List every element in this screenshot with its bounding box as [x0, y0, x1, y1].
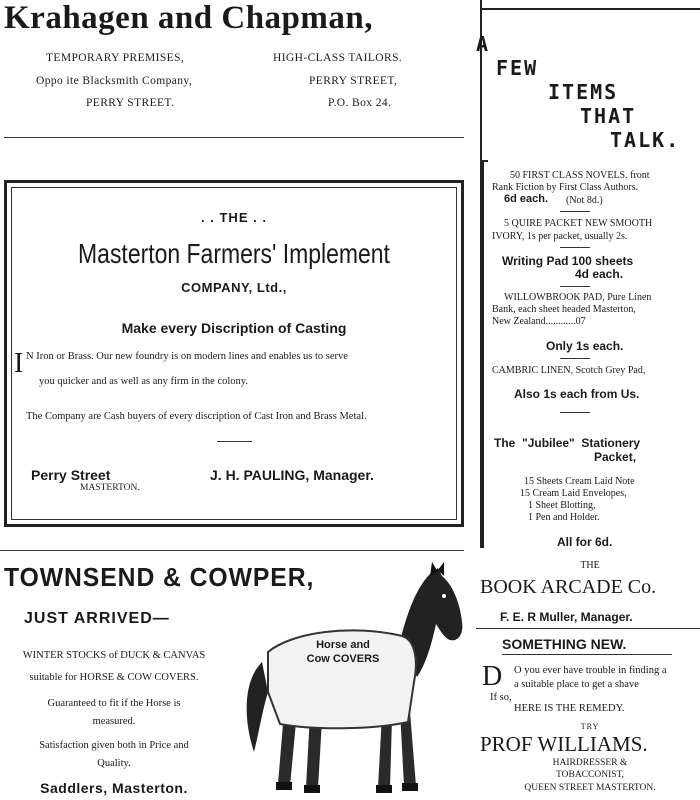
williams-line-1: O you ever have trouble in finding a: [514, 665, 667, 676]
townsend-line-1: WINTER STOCKS of DUCK & CANVAS: [22, 650, 206, 661]
williams-drop-cap: D: [482, 661, 503, 692]
jubilee-line-1: The "Jubilee" Stationery: [494, 436, 641, 450]
williams-heading: SOMETHING NEW.: [502, 636, 627, 652]
right-top-rule: [480, 8, 700, 10]
williams-heading-rule: [502, 654, 672, 655]
townsend-footer: Saddlers, Masterton.: [40, 780, 188, 796]
masterton-town: MASTERTON.: [80, 483, 140, 493]
jubilee-item-3: 1 Sheet Blotting,: [528, 500, 596, 511]
few-items-a: A: [476, 32, 491, 56]
items-divider-2: [560, 247, 590, 248]
krahagen-right-line-3: P.O. Box 24.: [328, 97, 392, 109]
masterton-make: Make every Discription of Casting: [121, 320, 347, 336]
williams-line-2: a suitable place to get a shave: [514, 679, 639, 690]
krahagen-right-line-1: HIGH-CLASS TAILORS.: [273, 52, 403, 64]
horse-icon: [232, 562, 464, 798]
townsend-title: TOWNSEND & COWPER,: [4, 562, 315, 592]
williams-line-3: If so,: [490, 692, 512, 703]
jubilee-item-1: 15 Sheets Cream Laid Note: [524, 476, 635, 487]
williams-name: PROF WILLIAMS.: [480, 732, 648, 756]
masterton-title: Masterton Farmers' Implement: [78, 238, 390, 269]
book-arcade-rule: [476, 628, 700, 629]
masterton-drop-cap: I: [14, 348, 24, 379]
masterton-divider: [217, 441, 252, 442]
cambric-line: CAMBRIC LINEN, Scotch Grey Pad,: [492, 365, 646, 376]
few-items-few: FEW: [496, 56, 539, 80]
items-divider-5: [560, 412, 590, 413]
quire-line-1: 5 QUIRE PACKET NEW SMOOTH: [504, 218, 653, 229]
book-arcade-title: BOOK ARCADE Co.: [480, 576, 657, 598]
quire-line-2: IVORY, 1s per packet, usually 2s.: [492, 231, 628, 242]
few-items-side-bar: [480, 160, 484, 548]
jubilee-line-2: Packet,: [594, 450, 637, 464]
willowbrook-line-2: Bank, each sheet headed Masterton,: [492, 304, 636, 315]
masterton-the: . . THE . .: [201, 210, 267, 225]
willowbrook-line-3: New Zealand............07: [492, 316, 586, 327]
townsend-just-arrived: JUST ARRIVED—: [24, 610, 170, 627]
novels-price: 6d each.: [504, 193, 549, 205]
townsend-line-5: Satisfaction given both in Price and: [39, 740, 189, 751]
townsend-line-4: measured.: [92, 716, 136, 727]
items-divider-3: [560, 286, 590, 287]
willowbrook-line-1: WILLOWBROOK PAD, Pure Linen: [504, 292, 652, 303]
horse-blanket-text: Horse and Cow COVERS: [306, 639, 380, 665]
jubilee-price: All for 6d.: [557, 535, 613, 549]
novels-note: (Not 8d.): [566, 195, 603, 206]
krahagen-left-line-2: Oppo ite Blacksmith Company,: [36, 75, 193, 87]
items-divider-4: [560, 358, 590, 359]
townsend-line-3: Guaranteed to fit if the Horse is: [47, 698, 181, 709]
writing-pad-line-2: 4d each.: [575, 267, 624, 281]
krahagen-left-line-1: TEMPORARY PREMISES,: [46, 52, 185, 64]
masterton-para1-b: you quicker and as well as any firm in the colony.: [39, 376, 248, 387]
novels-line-2: Rank Fiction by First Class Authors.: [492, 182, 639, 193]
williams-try: TRY: [580, 722, 600, 731]
few-items-that: THAT: [580, 104, 637, 128]
few-items-talk: TALK.: [610, 128, 681, 152]
masterton-para2: The Company are Cash buyers of every discription of Cast Iron and Brass Metal.: [26, 411, 367, 422]
horse-illustration: [232, 562, 464, 798]
williams-role-1: HAIRDRESSER &: [552, 758, 628, 768]
book-arcade-the: THE: [580, 560, 600, 571]
willowbrook-price: Only 1s each.: [546, 339, 624, 353]
column-rule: [4, 137, 464, 138]
jubilee-item-2: 15 Cream Laid Envelopes,: [520, 488, 627, 499]
masterton-street: Perry Street: [31, 467, 111, 483]
few-items-items: ITEMS: [548, 80, 619, 104]
williams-line-4: HERE IS THE REMEDY.: [514, 703, 625, 714]
book-arcade-manager: F. E. R Muller, Manager.: [500, 610, 633, 624]
items-divider-1: [560, 211, 590, 212]
masterton-company: COMPANY, Ltd.,: [181, 280, 287, 295]
writing-pad-line-1: Writing Pad 100 sheets: [502, 254, 634, 268]
krahagen-left-line-3: PERRY STREET.: [86, 97, 175, 109]
williams-address: QUEEN STREET MASTERTON.: [524, 783, 656, 793]
column-rule-2: [0, 550, 464, 551]
krahagen-title: Krahagen and Chapman,: [4, 0, 374, 36]
townsend-line-2: suitable for HORSE & COW COVERS.: [29, 672, 199, 683]
masterton-manager: J. H. PAULING, Manager.: [210, 467, 374, 483]
novels-line-1: 50 FIRST CLASS NOVELS. front: [510, 170, 650, 181]
williams-role-2: TOBACCONIST,: [555, 770, 624, 780]
townsend-line-6: Quality.: [97, 758, 131, 769]
masterton-para1-a: N Iron or Brass. Our new foundry is on modern lines and enables us to serve: [26, 351, 348, 362]
jubilee-item-4: 1 Pen and Holder.: [528, 512, 600, 523]
krahagen-right-line-2: PERRY STREET,: [309, 75, 398, 87]
cambric-price: Also 1s each from Us.: [514, 387, 640, 401]
